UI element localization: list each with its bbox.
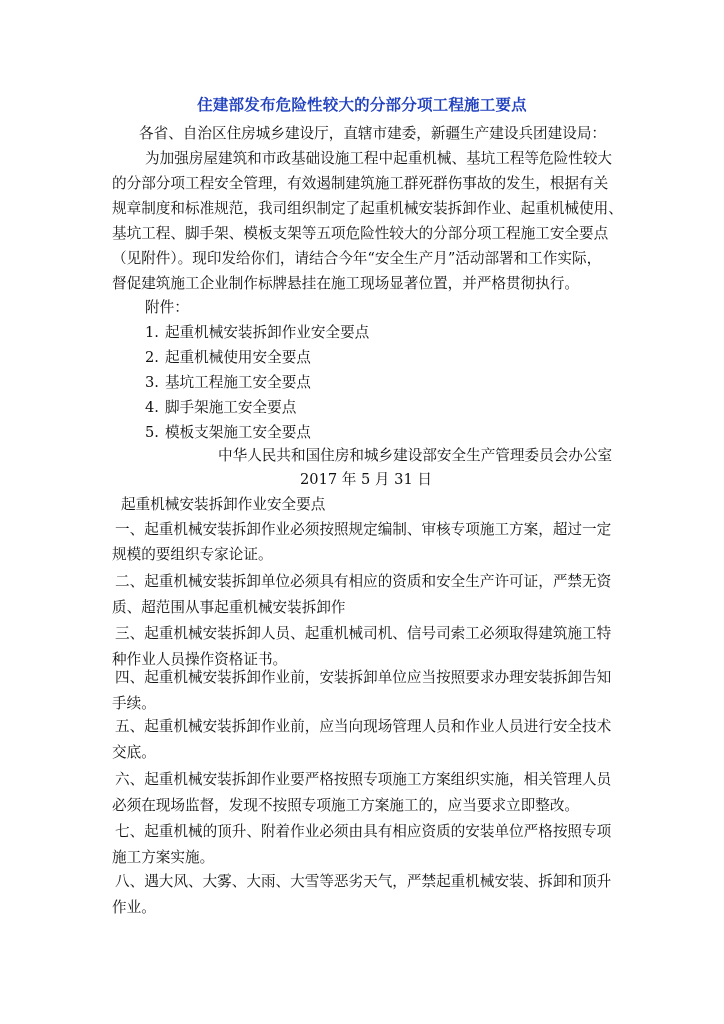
attachment-item [145,398,296,418]
attachment-number: 4. [145,399,159,416]
rule-item-line: 种作业人员操作资格证书。 [112,651,288,668]
attachment-text: 脚手架施工安全要点 [164,399,297,416]
rule-item-line: 必须在现场监督，发现不按照专项施工方案施工的，应当要求立即整改。 [112,797,580,814]
intro-line: 规章制度和标准规范，我司组织制定了起重机械安装拆卸作业、起重机械使用、 [112,200,623,217]
rule-item-line: 一、起重机械安装拆卸作业必须按照规定编制、审核专项施工方案，超过一定 [115,521,612,538]
attachment-item [145,373,311,393]
rule-item-line: 八、遇大风、大雾、大雨、大雪等恶劣天气，严禁起重机械安装、拆卸和顶升 [115,873,612,890]
date: 2017 年 5 月 31 日 [300,471,432,488]
signature: 中华人民共和国住房和城乡建设部安全生产管理委员会办公室 [218,447,613,464]
rule-item-line: 作业。 [112,899,156,916]
salutation: 各省、自治区住房城乡建设厅，直辖市建委，新疆生产建设兵团建设局： [139,125,607,142]
rule-item-line: 施工方案实施。 [112,849,215,866]
attachment-number: 1. [145,324,159,341]
rule-item-line: 质、超范围从事起重机械安装拆卸作 [112,599,346,616]
attachment-number: 3. [145,374,159,391]
attachment-number: 2. [145,349,159,366]
rule-item-line: 三、起重机械安装拆卸人员、起重机械司机、信号司索工必须取得建筑施工特 [115,625,612,642]
attachment-text: 模板支架施工安全要点 [164,424,311,441]
attachment-text: 基坑工程施工安全要点 [164,374,311,391]
page-title: 住建部发布危险性较大的分部分项工程施工要点 [197,95,527,114]
intro-line: 的分部分项工程安全管理，有效遏制建筑施工群死群伤事故的发生，根据有关 [112,175,609,192]
rule-item-line: 六、起重机械安装拆卸作业要严格按照专项施工方案组织实施，相关管理人员 [115,771,612,788]
attachment-text: 起重机械安装拆卸作业安全要点 [164,324,370,341]
intro-line: （见附件）。现印发给你们，请结合今年“安全生产月”活动部署和工作实际， [112,250,602,267]
attachment-text: 起重机械使用安全要点 [164,349,311,366]
intro-line: 基坑工程、脚手架、模板支架等五项危险性较大的分部分项工程施工安全要点 [112,225,609,242]
section-title: 起重机械安装拆卸作业安全要点 [121,496,326,513]
rule-item-line: 规模的要组织专家论证。 [112,546,273,563]
attachment-item [145,323,369,343]
intro-line: 为加强房屋建筑和市政基础设施工程中起重机械、基坑工程等危险性较大 [145,150,613,167]
rule-item-line: 五、起重机械安装拆卸作业前，应当向现场管理人员和作业人员进行安全技术 [115,718,612,735]
intro-line: 督促建筑施工企业制作标牌悬挂在施工现场显著位置，并严格贯彻执行。 [112,275,580,292]
rule-item-line: 四、起重机械安装拆卸作业前，安装拆卸单位应当按照要求办理安装拆卸告知 [115,669,612,686]
rule-item-line: 二、起重机械安装拆卸单位必须具有相应的资质和安全生产许可证，严禁无资 [115,573,612,590]
attachment-item [145,348,311,368]
rule-item-line: 手续。 [112,695,156,712]
rule-item-line: 七、起重机械的顶升、附着作业必须由具有相应资质的安装单位严格按照专项 [115,823,612,840]
attachment-number: 5. [145,424,159,441]
attachments-label: 附件： [145,299,189,316]
rule-item-line: 交底。 [112,744,156,761]
attachment-item [145,423,311,443]
